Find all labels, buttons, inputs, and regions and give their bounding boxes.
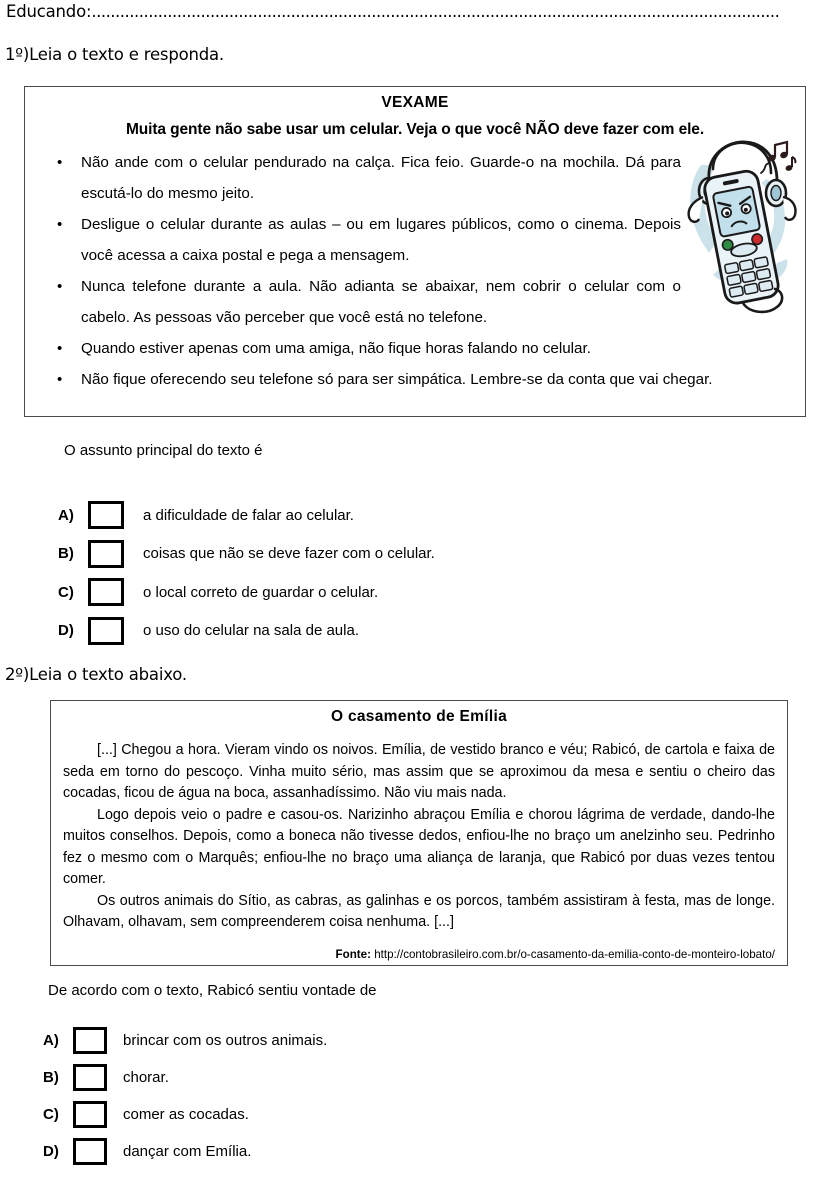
option-text-c: o local correto de guardar o celular.: [143, 583, 379, 601]
option-row-b[interactable]: [43, 1059, 327, 1096]
option-checkbox-c[interactable]: [73, 1101, 107, 1128]
option-letter-a: A): [43, 1032, 59, 1049]
passage-box-emilia: [50, 700, 788, 966]
passage-paragraph: Os outros animais do Sítio, as cabras, as galinhas e os porcos, também assistiram à festa, mas de longe. Olhavam, olhavam, sem compreenderem coisa nenhuma. [...]: [63, 892, 775, 930]
option-row-c[interactable]: [58, 573, 435, 612]
option-checkbox-c[interactable]: [88, 578, 124, 606]
vexame-bullet-list: [25, 147, 805, 395]
list-item: • Desligue o celular durante as aulas – ou em lugares públicos, como o cinema. Depois você acessa a caixa postal e pega a mensagem.: [51, 209, 791, 271]
passage-body-emilia: [51, 740, 787, 934]
question-2-prompt: 2º)Leia o texto abaixo.: [5, 665, 187, 684]
option-checkbox-a[interactable]: [73, 1027, 107, 1054]
option-checkbox-b[interactable]: [73, 1064, 107, 1091]
list-item: • Não ande com o celular pendurado na calça. Fica feio. Guarde-o na mochila. Dá para escutá-lo do mesmo jeito.: [51, 147, 791, 209]
passage-paragraph: Logo depois veio o padre e casou-os. Narizinho abraçou Emília e chorou lágrima de verdade, dando-lhe muitos conselhos. Depois, como a boneca não tivesse dedos, enfiou-lhe no braço um anelzinho seu. Pedrinho fez o mesmo com o Marquês; enfiou-lhe no braço uma aliança de laranja, que Rabicó por duas vezes tentou comer.: [63, 806, 775, 887]
list-item: • Nunca telefone durante a aula. Não adianta se abaixar, nem cobrir o celular com o cabelo. As pessoas vão perceber que você está no telefone.: [51, 271, 791, 333]
option-letter-b: B): [58, 545, 74, 563]
option-text-d: dançar com Emília.: [123, 1143, 252, 1160]
option-letter-d: D): [58, 622, 74, 640]
option-text-b: coisas que não se deve fazer com o celular.: [143, 545, 435, 563]
passage-title-vexame: VEXAME: [381, 94, 449, 111]
list-item: • Não fique oferecendo seu telefone só para ser simpática. Lembre-se da conta que vai chegar.: [51, 364, 791, 395]
passage-subtitle-vexame: Muita gente não sabe usar um celular. Veja o que você NÃO deve fazer com ele.: [125, 121, 705, 138]
option-row-a[interactable]: [43, 1022, 327, 1059]
question-2-stem: De acordo com o texto, Rabicó sentiu vontade de: [48, 982, 377, 999]
option-text-d: o uso do celular na sala de aula.: [143, 622, 359, 640]
option-letter-a: A): [58, 506, 74, 524]
option-row-d[interactable]: [43, 1133, 327, 1170]
source-label: Fonte:: [335, 947, 371, 961]
passage-title-emilia: O casamento de Emília: [330, 708, 507, 725]
option-text-a: brincar com os outros animais.: [123, 1032, 328, 1049]
option-letter-d: D): [43, 1143, 59, 1160]
passage-box-vexame: [24, 86, 806, 417]
question-2-options: [43, 1022, 327, 1170]
passage-source: [51, 948, 787, 961]
question-1-prompt: 1º)Leia o texto e responda.: [5, 45, 224, 64]
option-row-d[interactable]: [58, 612, 435, 651]
option-row-c[interactable]: [43, 1096, 327, 1133]
option-text-c: comer as cocadas.: [123, 1106, 249, 1123]
option-row-a[interactable]: [58, 496, 435, 535]
option-row-b[interactable]: [58, 535, 435, 574]
option-letter-c: C): [58, 583, 74, 601]
question-1-options: [58, 496, 435, 650]
list-item: • Quando estiver apenas com uma amiga, não fique horas falando no celular.: [51, 333, 791, 364]
option-checkbox-d[interactable]: [88, 617, 124, 645]
option-letter-c: C): [43, 1106, 59, 1123]
student-name-label: Educando:: [6, 2, 92, 21]
option-checkbox-b[interactable]: [88, 540, 124, 568]
option-letter-b: B): [43, 1069, 59, 1086]
option-checkbox-a[interactable]: [88, 501, 124, 529]
option-text-a: a dificuldade de falar ao celular.: [143, 506, 354, 524]
question-1-stem: O assunto principal do texto é: [64, 442, 263, 459]
source-url: http://contobrasileiro.com.br/o-casamento-da-emilia-conto-de-monteiro-lobato/: [374, 947, 775, 961]
option-text-b: chorar.: [123, 1069, 169, 1086]
student-name-dotted-line: .................................................................................................................................................: [91, 2, 780, 21]
option-checkbox-d[interactable]: [73, 1138, 107, 1165]
passage-paragraph: [...] Chegou a hora. Vieram vindo os noivos. Emília, de vestido branco e véu; Rabicó, de cartola e faixa de seda em torno do pescoço. Vinha muito sério, mas assim que se aproximou da mesa e sentiu o cheiro das cocadas, ficou de água na boca, assanhadíssimo. Não viu mais nada.: [63, 742, 775, 801]
student-name-field[interactable]: [6, 2, 826, 21]
